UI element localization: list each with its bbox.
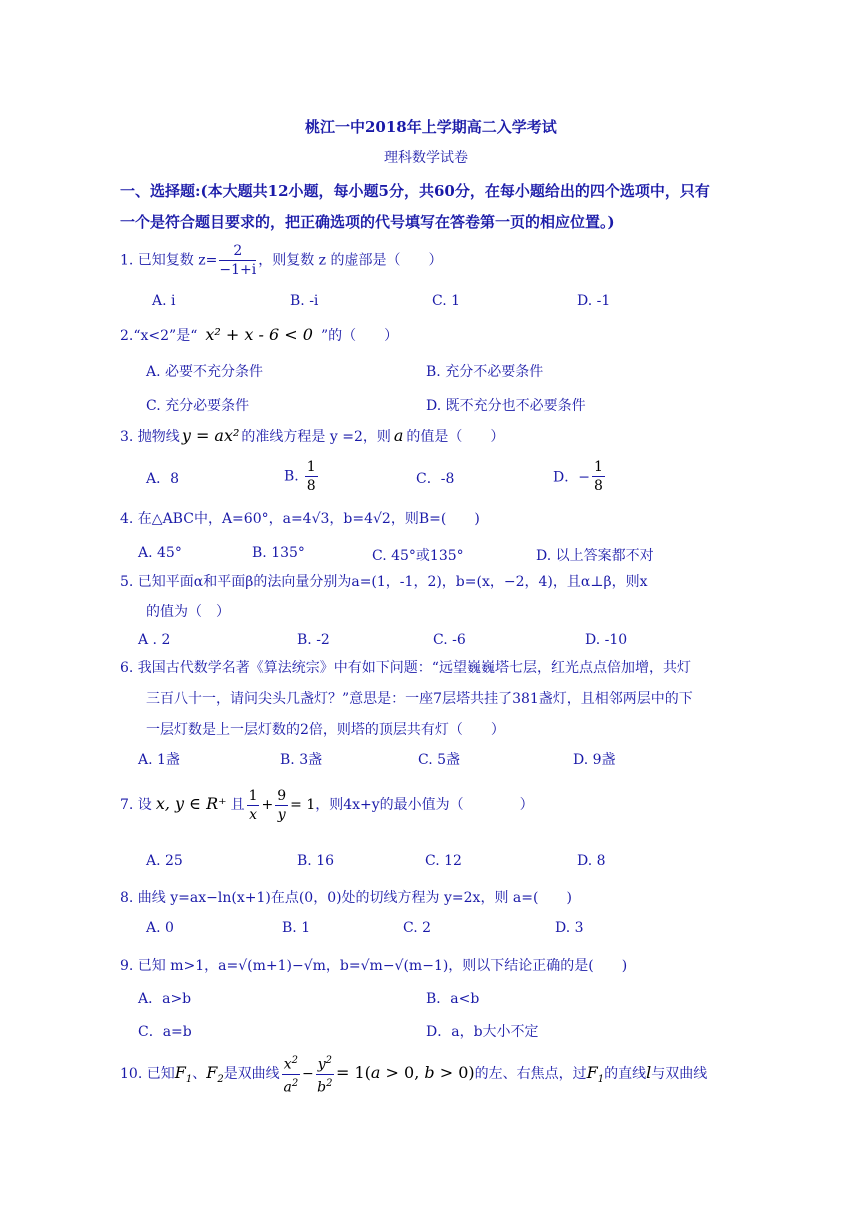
q1-fraction: $\frac{2}{-1+i}$ bbox=[219, 243, 257, 278]
q7-option-b: B. 16 bbox=[297, 853, 335, 869]
q7-option-d: D. 8 bbox=[577, 853, 606, 869]
q9-option-b: B．a<b bbox=[426, 991, 480, 1007]
q3-math: y = ax² bbox=[181, 426, 240, 445]
q3-option-a: A．8 bbox=[146, 471, 180, 487]
q3-option-c: C．-8 bbox=[416, 471, 455, 487]
q3-option-b: B. $\frac{1}{8}$ bbox=[284, 459, 316, 494]
q4-option-a: A. 45° bbox=[138, 545, 182, 561]
q8-option-b: B. 1 bbox=[282, 920, 311, 936]
q2-option-d: D. 既不充分也不必要条件 bbox=[426, 398, 586, 414]
q5-option-a: A . 2 bbox=[138, 632, 171, 648]
q6-option-a: A. 1盏 bbox=[138, 752, 180, 768]
q4-option-b: B. 135° bbox=[252, 545, 305, 561]
q7-option-c: C. 12 bbox=[425, 853, 462, 869]
q6-option-c: C. 5盏 bbox=[418, 752, 461, 768]
q1-option-b: B. -i bbox=[290, 293, 319, 309]
question-4: 4. 在△ABC中，A=60°，a=4√3，b=4√2，则B=( ) bbox=[120, 511, 480, 527]
question-10: 10. 已知$F_1$、$F_2$是双曲线 $\frac{x^2}{a^2}$ − $\frac{y^2}{b^2}$ = 1(a > 0, b > 0)的左、右焦点，过$F_1$的直线l与双曲线 bbox=[120, 1052, 707, 1099]
q3-option-d: D．− $\frac{1}{8}$ bbox=[553, 459, 603, 494]
q8-option-c: C. 2 bbox=[403, 920, 432, 936]
q8-option-d: D. 3 bbox=[555, 920, 584, 936]
question-7: 7. 设 x, y ∈ R⁺ 且 $\frac{1}{x}$ + $\frac{9}{y}$ = 1，则4x+y的最小值为（ ） bbox=[120, 787, 534, 823]
q5-option-c: C. -6 bbox=[433, 632, 466, 648]
question-5-line-1: 5. 已知平面α和平面β的法向量分别为a=(1，-1，2)，b=(x，−2，4)，且α⊥β，则x bbox=[120, 574, 648, 590]
q9-option-d: D．a，b大小不定 bbox=[426, 1024, 539, 1040]
q1-prefix: 1. 已知复数 z= bbox=[120, 252, 218, 269]
question-5-line-2: 的值为（ ） bbox=[146, 604, 230, 620]
q1-suffix: ，则复数 z 的虚部是（ ） bbox=[258, 252, 443, 269]
section-line-2: 一个是符合题目要求的，把正确选项的代号填写在答卷第一页的相应位置。) bbox=[120, 213, 615, 231]
q1-option-d: D. -1 bbox=[577, 293, 611, 309]
q4-option-c: C. 45°或135° bbox=[372, 548, 464, 564]
q2-option-b: B. 充分不必要条件 bbox=[426, 364, 544, 380]
q9-option-c: C．a=b bbox=[138, 1024, 192, 1040]
question-6-line-2: 三百八十一，请问尖头几盏灯？”意思是：一座7层塔共挂了381盏灯，且相邻两层中的下 bbox=[146, 691, 693, 707]
question-9: 9. 已知 m>1，a=√(m+1)−√m，b=√m−√(m−1)，则以下结论正确的是( ) bbox=[120, 958, 628, 974]
q2-option-a: A. 必要不充分条件 bbox=[146, 364, 264, 380]
q8-option-a: A. 0 bbox=[146, 920, 174, 936]
q5-option-d: D. -10 bbox=[585, 632, 628, 648]
exam-subtitle: 理科数学试卷 bbox=[384, 150, 468, 166]
question-8: 8. 曲线 y=ax−ln(x+1)在点(0，0)处的切线方程为 y=2x，则 a=( ) bbox=[120, 890, 572, 906]
section-line-1: 一、选择题:(本大题共12小题，每小题5分，共60分，在每小题给出的四个选项中，只有 bbox=[120, 182, 710, 200]
q2-math: x² + x - 6 < 0 bbox=[205, 325, 313, 344]
q1-option-a: A. i bbox=[152, 293, 176, 309]
q9-option-a: A．a>b bbox=[138, 991, 192, 1007]
q2-option-c: C. 充分必要条件 bbox=[146, 398, 250, 414]
q5-option-b: B. -2 bbox=[297, 632, 330, 648]
question-2: 2.“x<2”是“ x² + x - 6 < 0 ”的（ ） bbox=[120, 325, 399, 344]
q1-option-c: C. 1 bbox=[432, 293, 461, 309]
question-6-line-1: 6. 我国古代数学名著《算法统宗》中有如下问题：“远望巍巍塔七层，红光点点倍加增，共灯 bbox=[120, 660, 691, 676]
q4-option-d: D. 以上答案都不对 bbox=[536, 548, 654, 564]
q7-math: x, y ∈ R⁺ bbox=[155, 794, 227, 813]
exam-title: 桃江一中2018年上学期高二入学考试 bbox=[305, 118, 557, 136]
q7-option-a: A. 25 bbox=[146, 853, 183, 869]
question-6-line-3: 一层灯数是上一层灯数的2倍，则塔的顶层共有灯（ ） bbox=[146, 722, 505, 738]
question-1 bbox=[120, 242, 443, 279]
q6-option-d: D. 9盏 bbox=[573, 752, 616, 768]
q6-option-b: B. 3盏 bbox=[280, 752, 323, 768]
question-3: 3. 抛物线 y = ax² 的准线方程是 y =2，则 a 的值是（ ） bbox=[120, 426, 505, 445]
